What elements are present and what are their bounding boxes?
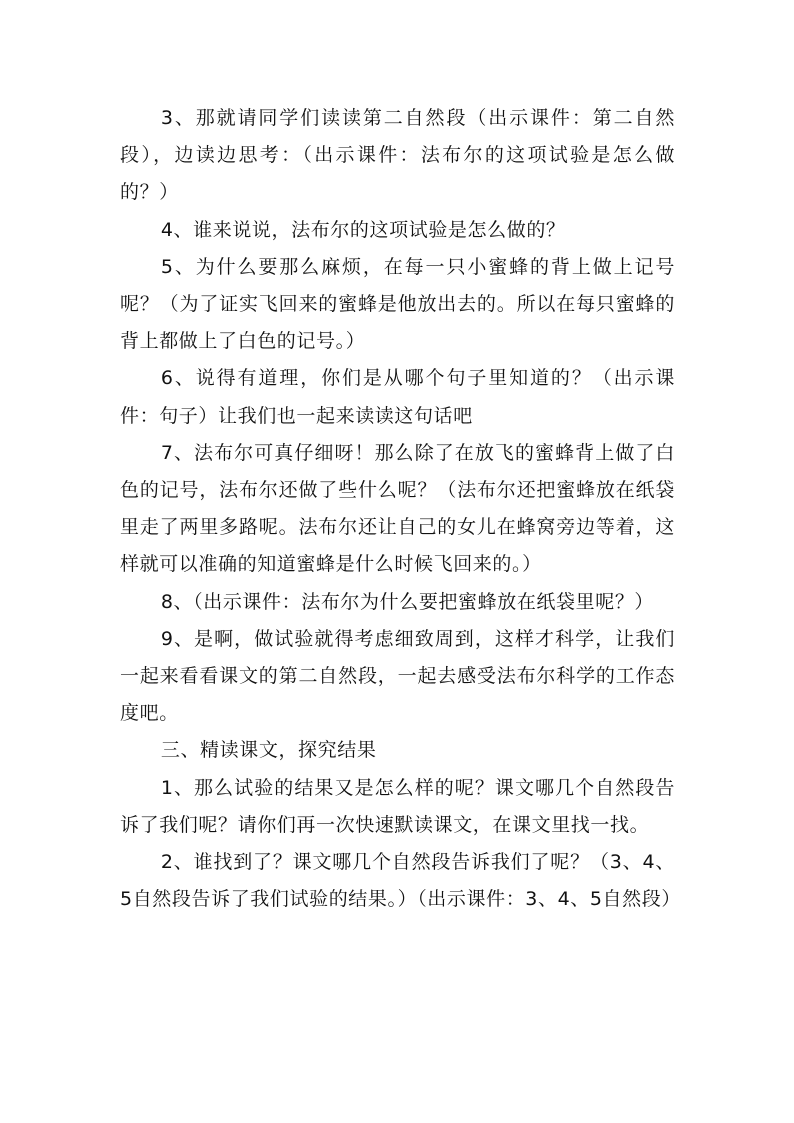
paragraph-step-8: 8、（出示课件：法布尔为什么要把蜜蜂放在纸袋里呢？）: [160, 590, 655, 613]
section-heading-3: 三、精读课文，探究结果: [160, 739, 377, 762]
document-body: [120, 100, 681, 918]
paragraph-step-5: 5、为什么要那么麻烦，在每一只小蜜蜂的背上做上记号呢？（为了证实飞回来的蜜蜂是他放出去的。所以在每只蜜蜂的背上都做上了白色的记号。）: [120, 255, 675, 353]
paragraph-step-7: 7、法布尔可真仔细呀！那么除了在放飞的蜜蜂背上做了白色的记号，法布尔还做了些什么呢？（法布尔还把蜜蜂放在纸袋里走了两里多路呢。法布尔还让自己的女儿在蜂窝旁边等着，这样就可以准确的知道蜜蜂是什么时候飞回来的。）: [120, 441, 675, 576]
paragraph-step-6: 6、说得有道理，你们是从哪个句子里知道的？（出示课件：句子）让我们也一起来读读这句话吧: [120, 367, 675, 427]
paragraph-section-3-step-2: 2、谁找到了？课文哪几个自然段告诉我们了呢？（3、4、5自然段告诉了我们试验的结果。）（出示课件：3、4、5自然段）: [120, 851, 681, 911]
paragraph-step-3: 3、那就请同学们读读第二自然段（出示课件：第二自然段），边读边思考：（出示课件：法布尔的这项试验是怎么做的？）: [120, 107, 675, 204]
paragraph-section-3-step-1: 1、那么试验的结果又是怎么样的呢？课文哪几个自然段告诉了我们呢？请你们再一次快速默读课文，在课文里找一找。: [120, 776, 675, 836]
paragraph-step-9: 9、是啊，做试验就得考虑细致周到，这样才科学，让我们一起来看看课文的第二自然段，一起去感受法布尔科学的工作态度吧。: [120, 627, 675, 725]
paragraph-step-4: 4、谁来说说，法布尔的这项试验是怎么做的？: [160, 218, 566, 241]
